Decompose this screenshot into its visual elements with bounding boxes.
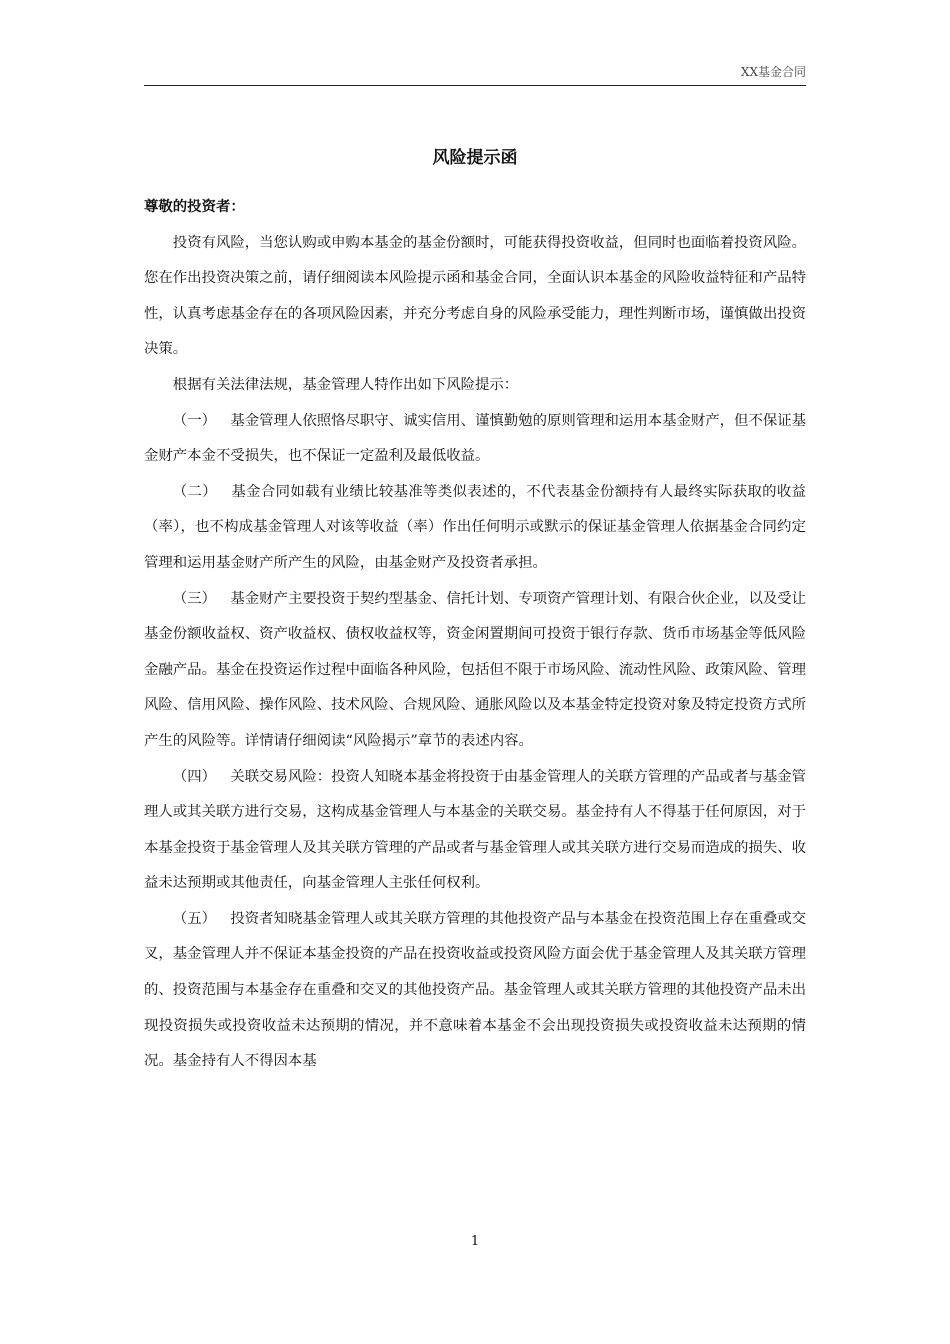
- risk-item-text: 基金合同如载有业绩比较基准等类似表述的，不代表基金份额持有人最终实际获取的收益（率），也不构成基金管理人对该等收益（率）作出任何明示或默示的保证基金管理人依据基金合同约定管理和运用基金财产所产生的风险，由基金财产及投资者承担。: [144, 483, 806, 571]
- page-number: 1: [470, 1234, 480, 1249]
- risk-item: [144, 404, 806, 475]
- intro-paragraph: 投资有风险，当您认购或申购本基金的基金份额时，可能获得投资收益，但同时也面临着投资风险。您在作出投资决策之前，请仔细阅读本风险提示函和基金合同，全面认识本基金的风险收益特征和产品特性，认真考虑基金存在的各项风险因素，并充分考虑自身的风险承受能力，理性判断市场，谨慎做出投资决策。: [144, 234, 806, 358]
- risk-item-text: 基金财产主要投资于契约型基金、信托计划、专项资产管理计划、有限合伙企业，以及受让基金份额收益权、资产收益权、债权收益权等，资金闲置期间可投资于银行存款、货币市场基金等低风险金融产品。基金在投资运作过程中面临各种风险，包括但不限于市场风险、流动性风险、政策风险、管理风险、信用风险、操作风险、技术风险、合规风险、通胀风险以及本基金特定投资对象及特定投资方式所产生的风险等。详情请仔细阅读“风险揭示”章节的表述内容。: [144, 590, 807, 749]
- risk-item-number: （一）: [172, 412, 216, 429]
- header-divider: [144, 85, 806, 86]
- risk-item-number: （三）: [172, 590, 216, 607]
- intro-paragraph: 根据有关法律法规，基金管理人特作出如下风险提示：: [172, 376, 519, 393]
- page-title: 风险提示函: [432, 148, 518, 168]
- risk-item: [144, 902, 806, 1080]
- risk-item: [144, 582, 806, 760]
- letter-body: [144, 190, 806, 1080]
- risk-item: [144, 760, 806, 902]
- risk-item-text: 关联交易风险：投资人知晓本基金将投资于由基金管理人的关联方管理的产品或者与基金管理人或其关联方进行交易，这构成基金管理人与本基金的关联交易。基金持有人不得基于任何原因，对于本基金投资于基金管理人及其关联方管理的产品或者与基金管理人或其关联方进行交易而造成的损失、收益未达预期或其他责任，向基金管理人主张任何权利。: [144, 768, 807, 892]
- risk-item: [144, 475, 806, 582]
- risk-item-number: （五）: [172, 910, 216, 927]
- greeting: 尊敬的投资者：: [144, 199, 245, 215]
- risk-item-text: 基金管理人依照恪尽职守、诚实信用、谨慎勤勉的原则管理和运用本基金财产，但不保证基金财产本金不受损失，也不保证一定盈利及最低收益。: [144, 412, 807, 465]
- risk-item-number: （四）: [172, 768, 216, 785]
- risk-item-text: 投资者知晓基金管理人或其关联方管理的其他投资产品与本基金在投资范围上存在重叠或交叉，基金管理人并不保证本基金投资的产品在投资收益或投资风险方面会优于基金管理人及其关联方管理的、投资范围与本基金存在重叠和交叉的其他投资产品。基金管理人或其关联方管理的其他投资产品未出现投资损失或投资收益未达预期的情况，并不意味着本基金不会出现投资损失或投资收益未达预期的情况。基金持有人不得因本基: [144, 910, 807, 1070]
- running-header: XX基金合同: [740, 65, 806, 79]
- risk-item-number: （二）: [172, 483, 218, 500]
